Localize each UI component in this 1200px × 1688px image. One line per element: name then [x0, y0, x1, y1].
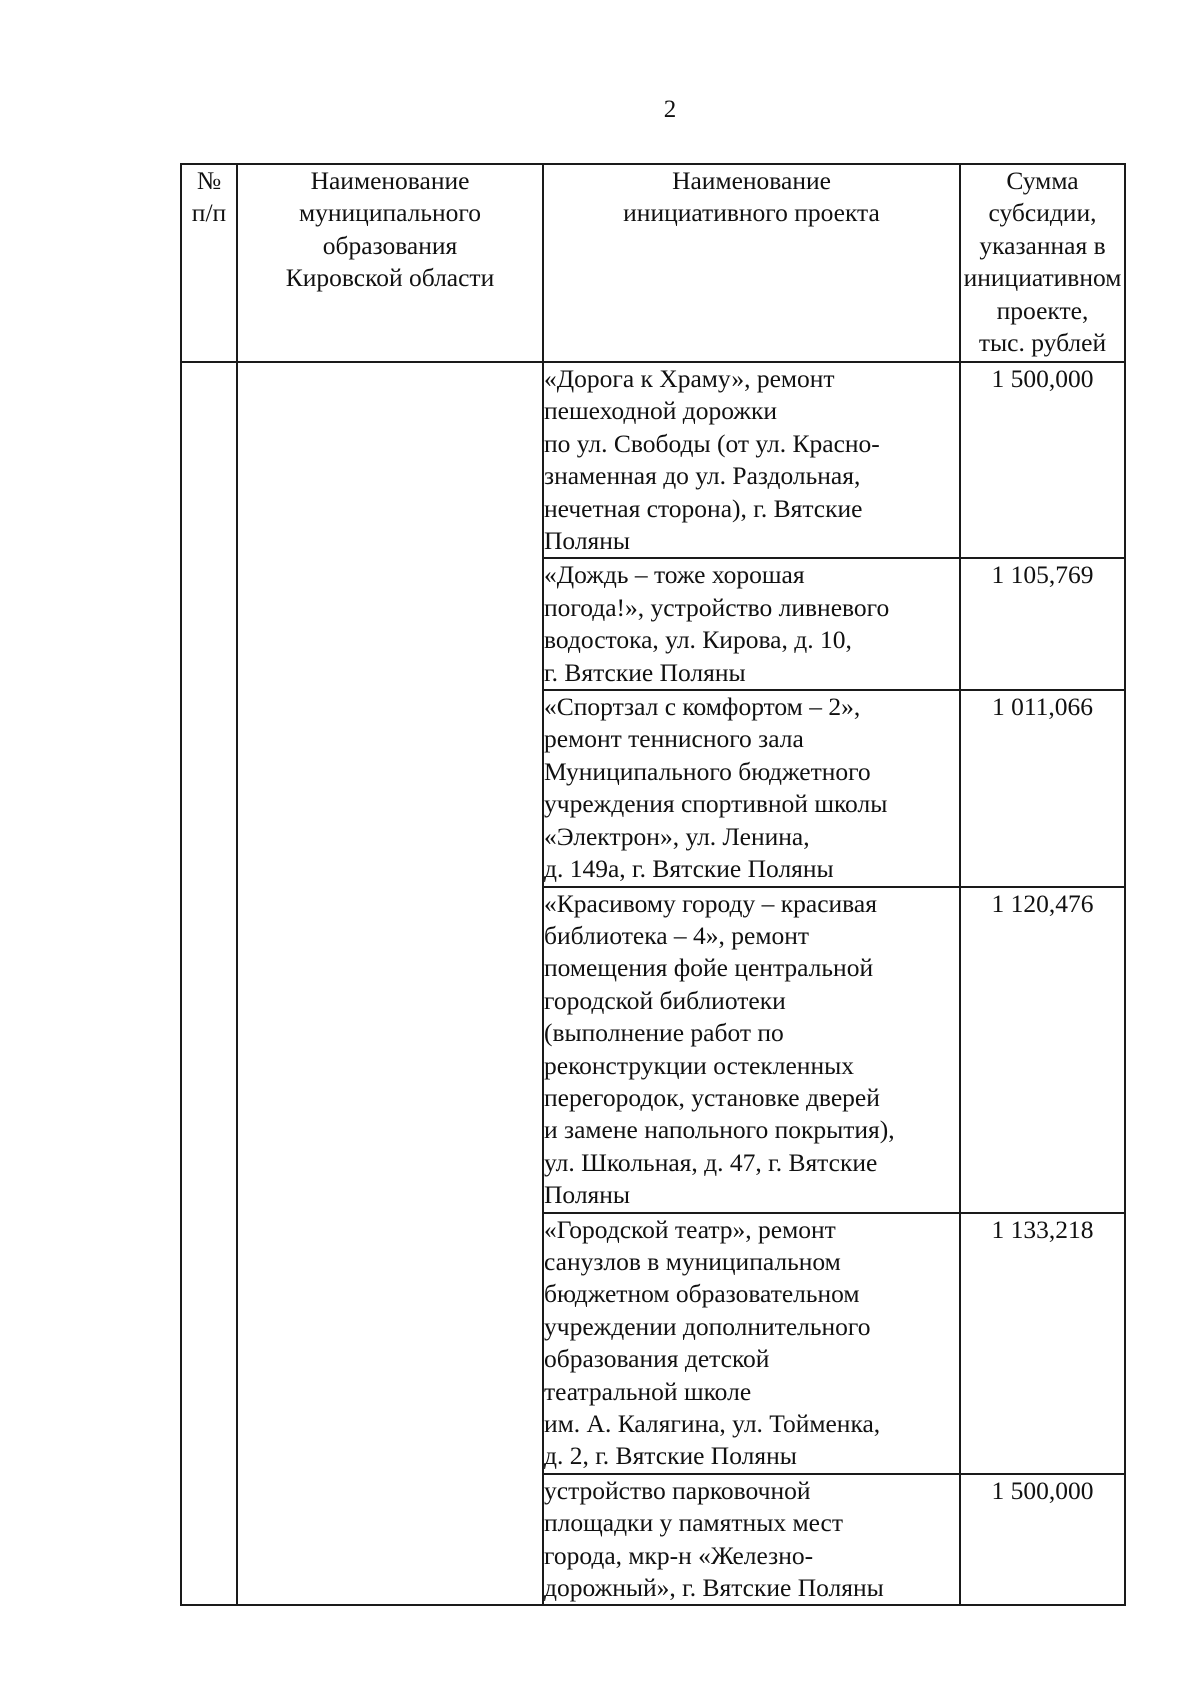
- project-line: знаменная до ул. Раздольная,: [544, 461, 861, 491]
- project-line: «Дорога к Храму», ремонт: [544, 364, 835, 393]
- project-line: городской библиотеки: [544, 985, 786, 1015]
- header-line: Сумма: [1006, 166, 1079, 195]
- project-line: пешеходной дорожки: [544, 396, 778, 426]
- page-number: 2: [663, 96, 677, 123]
- project-cell: [543, 887, 960, 1213]
- municipality-cell-empty: [237, 362, 543, 1605]
- project-line: города, мкр-н «Железно-: [544, 1540, 814, 1570]
- header-line: Наименование: [672, 166, 831, 195]
- header-project: [543, 164, 960, 362]
- project-line: г. Вятские Поляны: [544, 657, 746, 687]
- project-line: д. 149а, г. Вятские Поляны: [544, 854, 834, 884]
- sum-cell: 1 105,769: [960, 558, 1125, 690]
- project-line: «Красивому городу – красивая: [544, 888, 877, 918]
- project-line: водостока, ул. Кирова, д. 10,: [544, 625, 852, 655]
- project-cell: [543, 690, 960, 886]
- project-line: ул. Школьная, д. 47, г. Вятские: [544, 1147, 878, 1177]
- table-header-row: [181, 164, 1125, 362]
- project-line: учреждении дополнительного: [544, 1311, 871, 1341]
- project-line: помещения фойе центральной: [544, 953, 874, 983]
- table-row: [181, 362, 1125, 558]
- project-line: «Городской театр», ремонт: [544, 1214, 836, 1244]
- project-line: «Дождь – тоже хорошая: [544, 560, 805, 590]
- project-cell: [543, 1213, 960, 1474]
- project-line: «Спортзал с комфортом – 2»,: [544, 692, 861, 722]
- header-sum: [960, 164, 1125, 362]
- project-line: Поляны: [544, 1180, 631, 1210]
- project-line: им. А. Калягина, ул. Тойменка,: [544, 1409, 881, 1438]
- project-line: Поляны: [544, 526, 631, 556]
- sum-cell: 1 120,476: [960, 887, 1125, 1213]
- header-line: п/п: [191, 198, 227, 228]
- project-line: учреждения спортивной школы: [544, 789, 888, 819]
- header-line: инициативном: [963, 263, 1122, 293]
- header-line: проекте,: [996, 295, 1089, 325]
- project-line: реконструкции остекленных: [544, 1050, 854, 1080]
- header-line: Кировской области: [285, 263, 495, 293]
- project-line: устройство парковочной: [544, 1475, 811, 1505]
- header-line: №: [196, 166, 222, 195]
- header-line: субсидии,: [988, 198, 1097, 228]
- sum-cell: 1 500,000: [960, 362, 1125, 558]
- project-cell: [543, 1474, 960, 1606]
- project-line: театральной школе: [544, 1376, 752, 1406]
- project-line: «Электрон», ул. Ленина,: [544, 821, 810, 851]
- project-line: библиотека – 4», ремонт: [544, 920, 810, 950]
- project-line: санузлов в муниципальном: [544, 1246, 841, 1276]
- project-line: по ул. Свободы (от ул. Красно-: [544, 428, 880, 458]
- project-line: образования детской: [544, 1344, 770, 1374]
- project-line: и замене напольного покрытия),: [544, 1115, 895, 1145]
- header-line: тыс. рублей: [978, 328, 1107, 358]
- project-line: Муниципального бюджетного: [544, 756, 871, 786]
- project-line: нечетная сторона), г. Вятские: [544, 493, 863, 523]
- sum-cell: 1 133,218: [960, 1213, 1125, 1474]
- header-line: указанная в: [979, 230, 1106, 260]
- project-line: дорожный», г. Вятские Поляны: [544, 1573, 884, 1603]
- header-num: [181, 164, 237, 362]
- project-cell: [543, 558, 960, 690]
- header-line: образования: [322, 230, 458, 260]
- project-line: (выполнение работ по: [544, 1018, 784, 1048]
- project-line: ремонт теннисного зала: [544, 724, 804, 754]
- num-cell-empty: [181, 362, 237, 1605]
- sum-cell: 1 011,066: [960, 690, 1125, 886]
- header-municipality: [237, 164, 543, 362]
- project-line: площадки у памятных мест: [544, 1508, 844, 1538]
- header-line: Наименование: [310, 166, 470, 195]
- project-line: погода!», устройство ливневого: [544, 592, 890, 622]
- project-line: бюджетном образовательном: [544, 1279, 860, 1309]
- header-line: инициативного проекта: [623, 198, 880, 228]
- subsidy-table: [180, 163, 1126, 1606]
- project-line: перегородок, установке дверей: [544, 1082, 880, 1112]
- project-cell: [543, 362, 960, 558]
- sum-cell: 1 500,000: [960, 1474, 1125, 1606]
- header-line: муниципального: [299, 198, 481, 228]
- project-line: д. 2, г. Вятские Поляны: [544, 1441, 797, 1471]
